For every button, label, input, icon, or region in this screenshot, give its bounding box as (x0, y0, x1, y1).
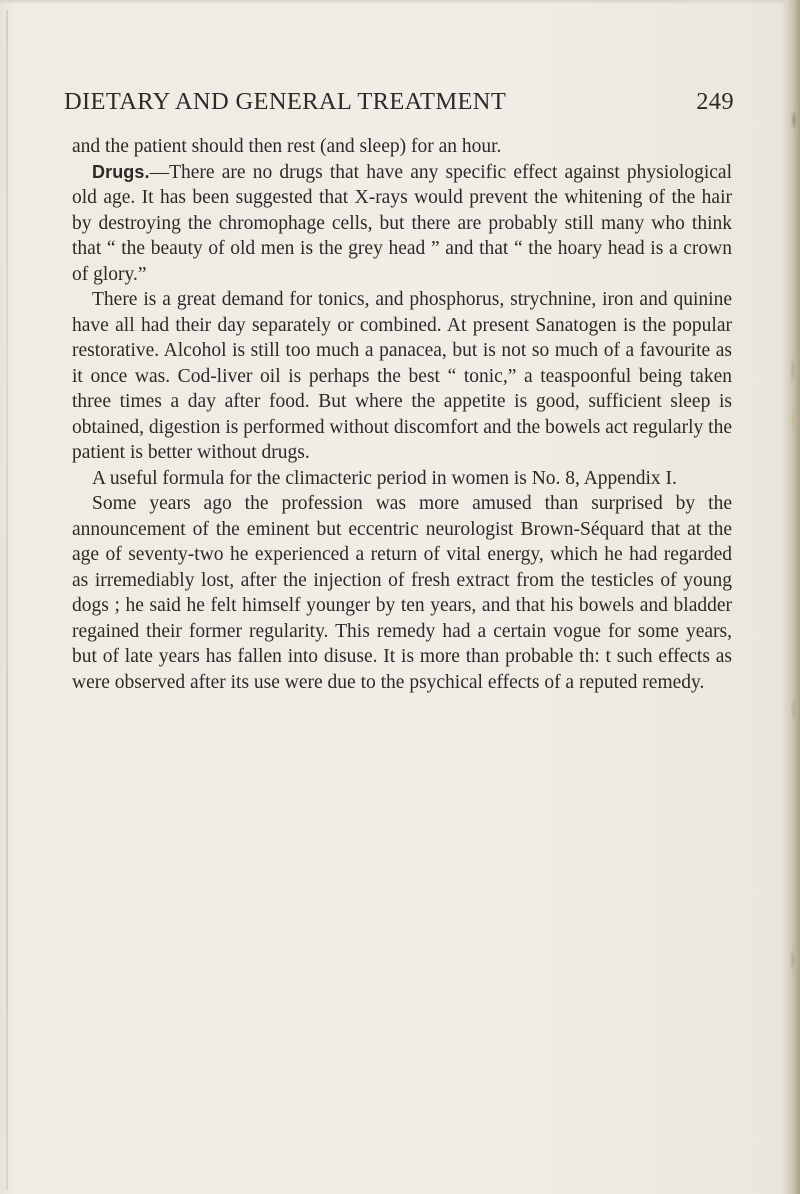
paragraph-brown-sequard (72, 491, 732, 695)
paragraph-drugs (72, 160, 732, 288)
section-lead-in: Drugs. (92, 161, 150, 182)
page-top-edge (0, 0, 800, 4)
paragraph-formula (72, 466, 732, 492)
paragraph-text: There is a great demand for tonics, and phosphorus, strychnine, iron and quinine have all had their day separately or combined. At present Sanatogen is the popular restorative. Alcohol is still too much a panacea, but is not so much of a favourite as it once was. Cod-liver oil is perhaps the best “ tonic,” a teaspoonful being taken three times a day after food. But where the appetite is good, sufficient sleep is obtained, digestion is performed without discomfort and the bowels act regularly the patient is better without drugs. (72, 289, 732, 463)
running-header (64, 88, 734, 120)
paragraph-tonics (72, 287, 732, 466)
binding-stains (788, 60, 798, 1120)
paragraph-text: and the patient should then rest (and sleep) for an hour. (72, 136, 502, 157)
page-number: 249 (696, 88, 734, 115)
body-text (72, 134, 732, 695)
paragraph-text: —There are no drugs that have any specific effect against physiological old age. It has been suggested that X-rays would prevent the whitening of the hair by destroying the chromophage cells, but there are probably still many who think that “ the beauty of old men is the grey head ” and that “ the hoary head is a crown of glory.” (72, 161, 732, 285)
page-left-edge (6, 10, 8, 1190)
paragraph-continuation (72, 134, 732, 160)
paragraph-text: Some years ago the profession was more amused than surprised by the announcement of the eminent but eccentric neurologist Brown-Séquard that at the age of seventy-two he experienced a return of vital energy, which he had regarded as irremediably lost, after the injection of fresh extract from the testicles of young dogs ; he said he felt himself younger by ten years, and that his bowels and bladder regained their former regularity. This remedy had a certain vogue for some years, but of late years has fallen into disuse. It is more than probable th: t such effects as were observed after its use were due to the psychical effects of a reputed remedy. (72, 493, 732, 693)
paragraph-text: A useful formula for the climacteric period in women is No. 8, Appendix I. (92, 467, 677, 489)
running-header-title: DIETARY AND GENERAL TREATMENT (64, 88, 507, 115)
